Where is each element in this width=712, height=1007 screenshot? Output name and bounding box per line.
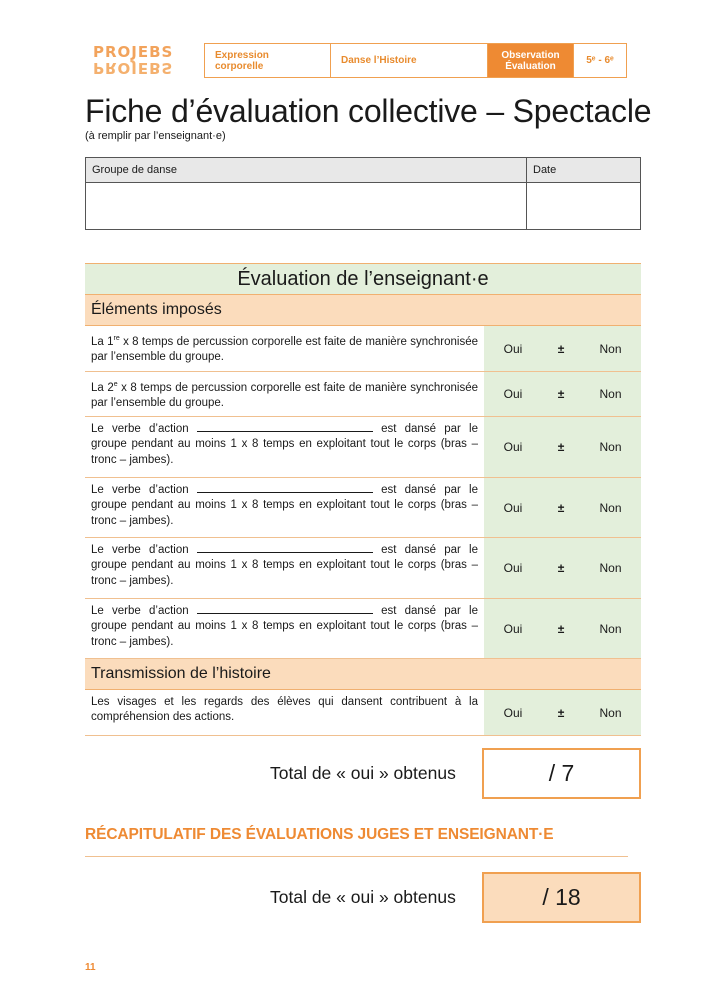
option-no[interactable]: Non (599, 341, 622, 356)
option-partial[interactable]: ± (557, 621, 565, 636)
answer-options (484, 478, 641, 537)
option-no[interactable]: Non (599, 705, 622, 720)
option-yes[interactable]: Oui (503, 705, 523, 720)
verb-blank[interactable] (197, 543, 373, 553)
option-partial[interactable]: ± (557, 387, 565, 401)
group-table-body (86, 183, 640, 229)
option-yes[interactable]: Oui (503, 561, 523, 575)
verb-blank[interactable] (197, 604, 373, 614)
option-partial[interactable]: ± (557, 500, 565, 515)
option-yes[interactable]: Oui (503, 500, 523, 515)
verb-blank[interactable] (197, 483, 373, 493)
criterion-row (85, 417, 641, 478)
group-field[interactable] (86, 183, 527, 229)
option-no[interactable]: Non (599, 621, 622, 636)
option-no[interactable]: Non (599, 500, 622, 515)
option-yes[interactable]: Oui (503, 341, 523, 356)
section-heading: Transmission de l’histoire (85, 659, 641, 690)
answer-options (484, 372, 641, 416)
answer-options (484, 417, 641, 477)
answer-options (484, 690, 641, 735)
logo-text: PROJEBS (93, 43, 174, 61)
recap-total-box[interactable]: / 18 (482, 872, 641, 923)
criterion-row (85, 538, 641, 599)
group-table-header (86, 158, 640, 183)
logo-text-mirrored: PROJEBS (93, 59, 174, 77)
group-header: Groupe de danse (86, 158, 527, 182)
tag-module: Danse l’Histoire (331, 44, 488, 77)
option-partial[interactable]: ± (557, 341, 565, 356)
option-partial[interactable]: ± (557, 561, 565, 575)
criterion-text: Le verbe d’action est dansé par le groupe pendant au moins 1 x 8 temps en exploitant tout le corps (bras – tronc – jambes). (91, 484, 478, 527)
projebs-logo (93, 45, 189, 77)
criterion-row (85, 372, 641, 417)
option-partial[interactable]: ± (557, 440, 565, 454)
date-field[interactable] (527, 183, 640, 229)
tag-grade-level: 5ᵉ - 6ᵉ (586, 55, 614, 66)
option-yes[interactable]: Oui (503, 440, 523, 454)
option-partial[interactable]: ± (557, 705, 565, 720)
page-title: Fiche d’évaluation collective – Spectacle (85, 93, 652, 129)
criterion-text: La 2e x 8 temps de percussion corporelle est faite de manière synchronisée par l’ensemble du groupe. (91, 381, 478, 410)
criterion-text: Le verbe d’action est dansé par le groupe pendant au moins 1 x 8 temps en exploitant tout le corps (bras – tronc – jambes). (91, 544, 478, 587)
option-no[interactable]: Non (599, 440, 622, 454)
option-yes[interactable]: Oui (503, 387, 523, 401)
criterion-row (85, 326, 641, 372)
criterion-row (85, 690, 641, 736)
teacher-total-box[interactable]: / 7 (482, 748, 641, 799)
section-heading: Éléments imposés (85, 295, 641, 326)
tag-activity-type: Observation Évaluation (488, 44, 574, 77)
evaluation-table (85, 263, 641, 736)
header-tags (204, 43, 627, 78)
answer-options (484, 538, 641, 598)
answer-options (484, 326, 641, 371)
answer-options (484, 599, 641, 658)
teacher-total-label: Total de « oui » obtenus (270, 763, 456, 783)
option-no[interactable]: Non (599, 561, 622, 575)
recap-heading: RÉCAPITULATIF DES ÉVALUATIONS JUGES ET ENSEIGNANT·E (85, 826, 554, 843)
option-yes[interactable]: Oui (503, 621, 523, 636)
criterion-row (85, 478, 641, 538)
criterion-text: Les visages et les regards des élèves qui dansent contribuent à la compréhension des actions. (91, 696, 478, 724)
verb-blank[interactable] (197, 422, 373, 432)
group-date-table (85, 157, 641, 230)
tag-discipline: Expression corporelle (205, 44, 331, 77)
page-number: 11 (85, 962, 96, 973)
option-no[interactable]: Non (599, 387, 622, 401)
criterion-text: La 1re x 8 temps de percussion corporelle est faite de manière synchronisée par l’ensemble du groupe. (91, 335, 478, 364)
recap-divider (85, 856, 628, 857)
criterion-text: Le verbe d’action est dansé par le groupe pendant au moins 1 x 8 temps en exploitant tout le corps (bras – tronc – jambes). (91, 605, 478, 648)
evaluation-title: Évaluation de l’enseignant·e (85, 263, 641, 295)
page-subtitle: (à remplir par l’enseignant·e) (85, 130, 226, 142)
recap-total-label: Total de « oui » obtenus (270, 887, 456, 907)
criterion-row (85, 599, 641, 659)
date-header: Date (533, 164, 557, 176)
criterion-text: Le verbe d’action est dansé par le groupe pendant au moins 1 x 8 temps en exploitant tout le corps (bras – tronc – jambes). (91, 423, 478, 466)
